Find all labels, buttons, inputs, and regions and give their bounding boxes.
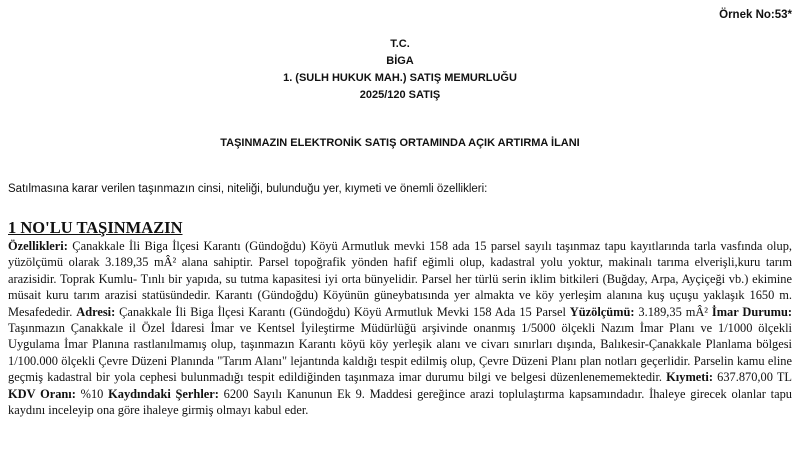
address-label: Adresi: [76, 304, 116, 319]
area-text: 3.189,35 mÂ² [634, 304, 712, 319]
header-tc: T.C. [390, 38, 410, 50]
vat-label: KDV Oranı: [8, 386, 76, 401]
sample-number: Örnek No:53* [719, 9, 792, 21]
vat-text: %10 [75, 386, 109, 401]
document-header [0, 36, 800, 104]
conditions-label: Kaydındaki Şerhler: [108, 386, 219, 401]
area-label: Yüzölçümü: [569, 304, 635, 319]
zoning-text: Taşınmazın Çanakkale il Özel İdaresi İmar ve Kentsel İyileştirme Müdürlüğü arşivinde onanmış 1/5000 ölçekli Nazım İmar Planı ve 1/1000 ölçekli Uygulama İmar Planına rastlanılmamış olup, taşınmazın Karantı köyü köy yerleşik alanı ve civarı sınırları dışında, Balıkesir-Çanakkale Planlama bölgesi 1/100.000 ölçekli Çevre Düzeni Planında "Tarım Alanı" lejantında kaldığı tespit edilmiş olup, Çevre Düzeni Planı plan notları geçerlidir. Parselin kamu eline geçmiş kadastral bir yola cephesi bulunmadığı tespit edildiğinden taşınmaza imar durumu bilgi ve belgesi düzenlenememektedir. [8, 321, 792, 385]
address-text: Çanakkale İli Biga İlçesi Karantı (Gündoğdu) Köyü Armutluk Mevki 158 Ada 15 Parsel [115, 304, 570, 319]
features-label: Özellikleri: [8, 239, 68, 253]
notice-intro: Satılmasına karar verilen taşınmazın cinsi, niteliği, bulunduğu yer, kıymeti ve önemli özellikleri: [8, 183, 488, 195]
value-text: 637.870,00 TL [712, 370, 792, 385]
zoning-label: İmar Durumu: [711, 304, 792, 319]
conditions-text: 6200 Sayılı Kanunun Ek 9. Maddesi gereğince arazi toplulaştırma kapsamındadır. İhaleye girecek olanlar tapu kaydını inceleyip ona göre ihaleye girmiş olmayı kabul eder. [8, 386, 793, 418]
property-description [8, 238, 792, 418]
notice-title: TAŞINMAZIN ELEKTRONİK SATIŞ ORTAMINDA AÇIK ARTIRMA İLANI [220, 137, 580, 149]
features-text: Çanakkale İli Biga İlçesi Karantı (Gündoğdu) Köyü Armutluk mevki 158 ada 15 parsel sayılı taşınmaz tapu kayıtlarında tarla vasfında olup, yüzölçümü olarak 3.189,35 mÂ² alana sahiptir. Parsel topoğrafik yönden hafif eğimli olup, kadastral yolu yoktur, makinalı tarıma elverişli,kuru tarım arazisidir. Toprak Kumlu- Tınlı bir yapıda, su tutma kapasitesi iyi orta bünyelidir. Parsel her türlü serin iklim bitkileri (Buğday, Arpa, Ayçiçeği vb.) ekimine müsait kuru tarım arazisi statüsündedir. Karantı (Gündoğdu) Köyünün güneybatısında yer almakta ve köy yerleşim alanına kuş uçuşu yaklaşık 1650 m. Mesafededir. [8, 239, 792, 319]
header-office: 1. (SULH HUKUK MAH.) SATIŞ MEMURLUĞU [283, 72, 517, 84]
property-heading: 1 NO'LU TAŞINMAZIN [8, 218, 183, 237]
header-file-number: 2025/120 SATIŞ [359, 89, 441, 101]
header-city: BİGA [386, 55, 414, 67]
value-label: Kıymeti: [666, 370, 713, 385]
